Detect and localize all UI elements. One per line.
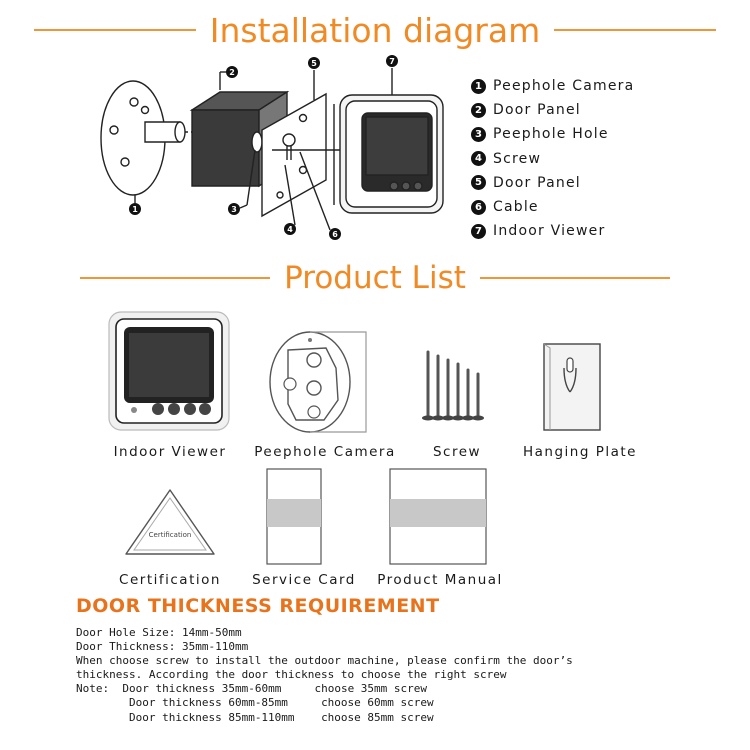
legend-number: 3 — [471, 127, 486, 142]
legend — [471, 74, 634, 243]
heading-rule-right — [554, 29, 716, 31]
legend-item — [471, 171, 634, 195]
note-row — [76, 682, 576, 696]
hole-size-line: Door Hole Size: 14mm-50mm — [76, 626, 242, 639]
legend-item — [471, 147, 634, 171]
legend-number: 4 — [471, 151, 486, 166]
product-label-product-manual: Product Manual — [377, 572, 503, 588]
certification-card-text: Certification — [148, 531, 192, 539]
certification-image — [122, 486, 218, 560]
callout-1: 1 — [132, 205, 138, 214]
heading-rule-left — [34, 29, 196, 31]
legend-item — [471, 219, 634, 243]
requirement-text — [76, 626, 576, 725]
legend-number: 7 — [471, 224, 486, 239]
legend-label: Door Panel — [493, 102, 581, 119]
product-label-hanging-plate: Hanging Plate — [523, 444, 637, 460]
product-label-peephole-camera: Peephole Camera — [254, 444, 396, 460]
indoor-viewer-image — [108, 311, 232, 433]
installation-heading — [0, 10, 750, 50]
legend-label: Screw — [493, 150, 542, 167]
legend-label: Cable — [493, 199, 539, 216]
legend-item — [471, 122, 634, 146]
legend-item — [471, 195, 634, 219]
callout-2: 2 — [229, 68, 235, 77]
legend-number: 5 — [471, 175, 486, 190]
callout-7: 7 — [389, 57, 395, 66]
installation-heading-text: Installation diagram — [209, 10, 541, 50]
product-label-screw: Screw — [432, 444, 482, 460]
peephole-camera-image — [266, 328, 386, 436]
heading-rule-right — [480, 277, 670, 279]
heading-rule-left — [80, 277, 270, 279]
note-screw: choose 35mm screw — [314, 682, 428, 696]
note-screw: choose 60mm screw — [321, 696, 434, 710]
screw-image — [400, 348, 496, 428]
legend-label: Peephole Hole — [493, 126, 609, 143]
legend-item — [471, 74, 634, 98]
legend-number: 1 — [471, 79, 486, 94]
note-screw: choose 85mm screw — [321, 710, 434, 724]
service-card-image — [266, 468, 324, 566]
installation-diagram — [90, 55, 460, 245]
note-row — [76, 696, 576, 710]
legend-number: 2 — [471, 103, 486, 118]
requirement-paragraph: When choose screw to install the outdoor machine, please confirm the door’s thickness. According the door thickness to choose the right screw — [76, 654, 573, 682]
product-list-heading — [0, 258, 750, 298]
product-list-heading-text: Product List — [284, 260, 466, 296]
door-thickness-line: Door Thickness: 35mm-110mm — [76, 640, 249, 654]
legend-label: Indoor Viewer — [493, 223, 606, 240]
callout-6: 6 — [332, 230, 338, 239]
callout-3: 3 — [231, 205, 237, 214]
callout-5: 5 — [311, 59, 317, 68]
product-label-certification: Certification — [119, 572, 221, 588]
note-row — [76, 711, 576, 725]
callout-4: 4 — [287, 225, 293, 234]
product-manual-image — [389, 468, 489, 566]
legend-number: 6 — [471, 200, 486, 215]
legend-item — [471, 98, 634, 122]
product-label-service-card: Service Card — [252, 572, 356, 588]
requirement-title: DOOR THICKNESS REQUIREMENT — [76, 595, 440, 617]
hanging-plate-image — [540, 340, 606, 432]
legend-label: Peephole Camera — [493, 78, 635, 95]
legend-label: Door Panel — [493, 174, 581, 191]
note-label: Note: — [76, 682, 110, 696]
note-thickness: Door thickness 85mm-110mm — [128, 710, 295, 724]
note-thickness: Door thickness 35mm-60mm — [122, 682, 282, 696]
note-thickness: Door thickness 60mm-85mm — [128, 696, 288, 710]
product-label-indoor-viewer: Indoor Viewer — [113, 444, 227, 460]
